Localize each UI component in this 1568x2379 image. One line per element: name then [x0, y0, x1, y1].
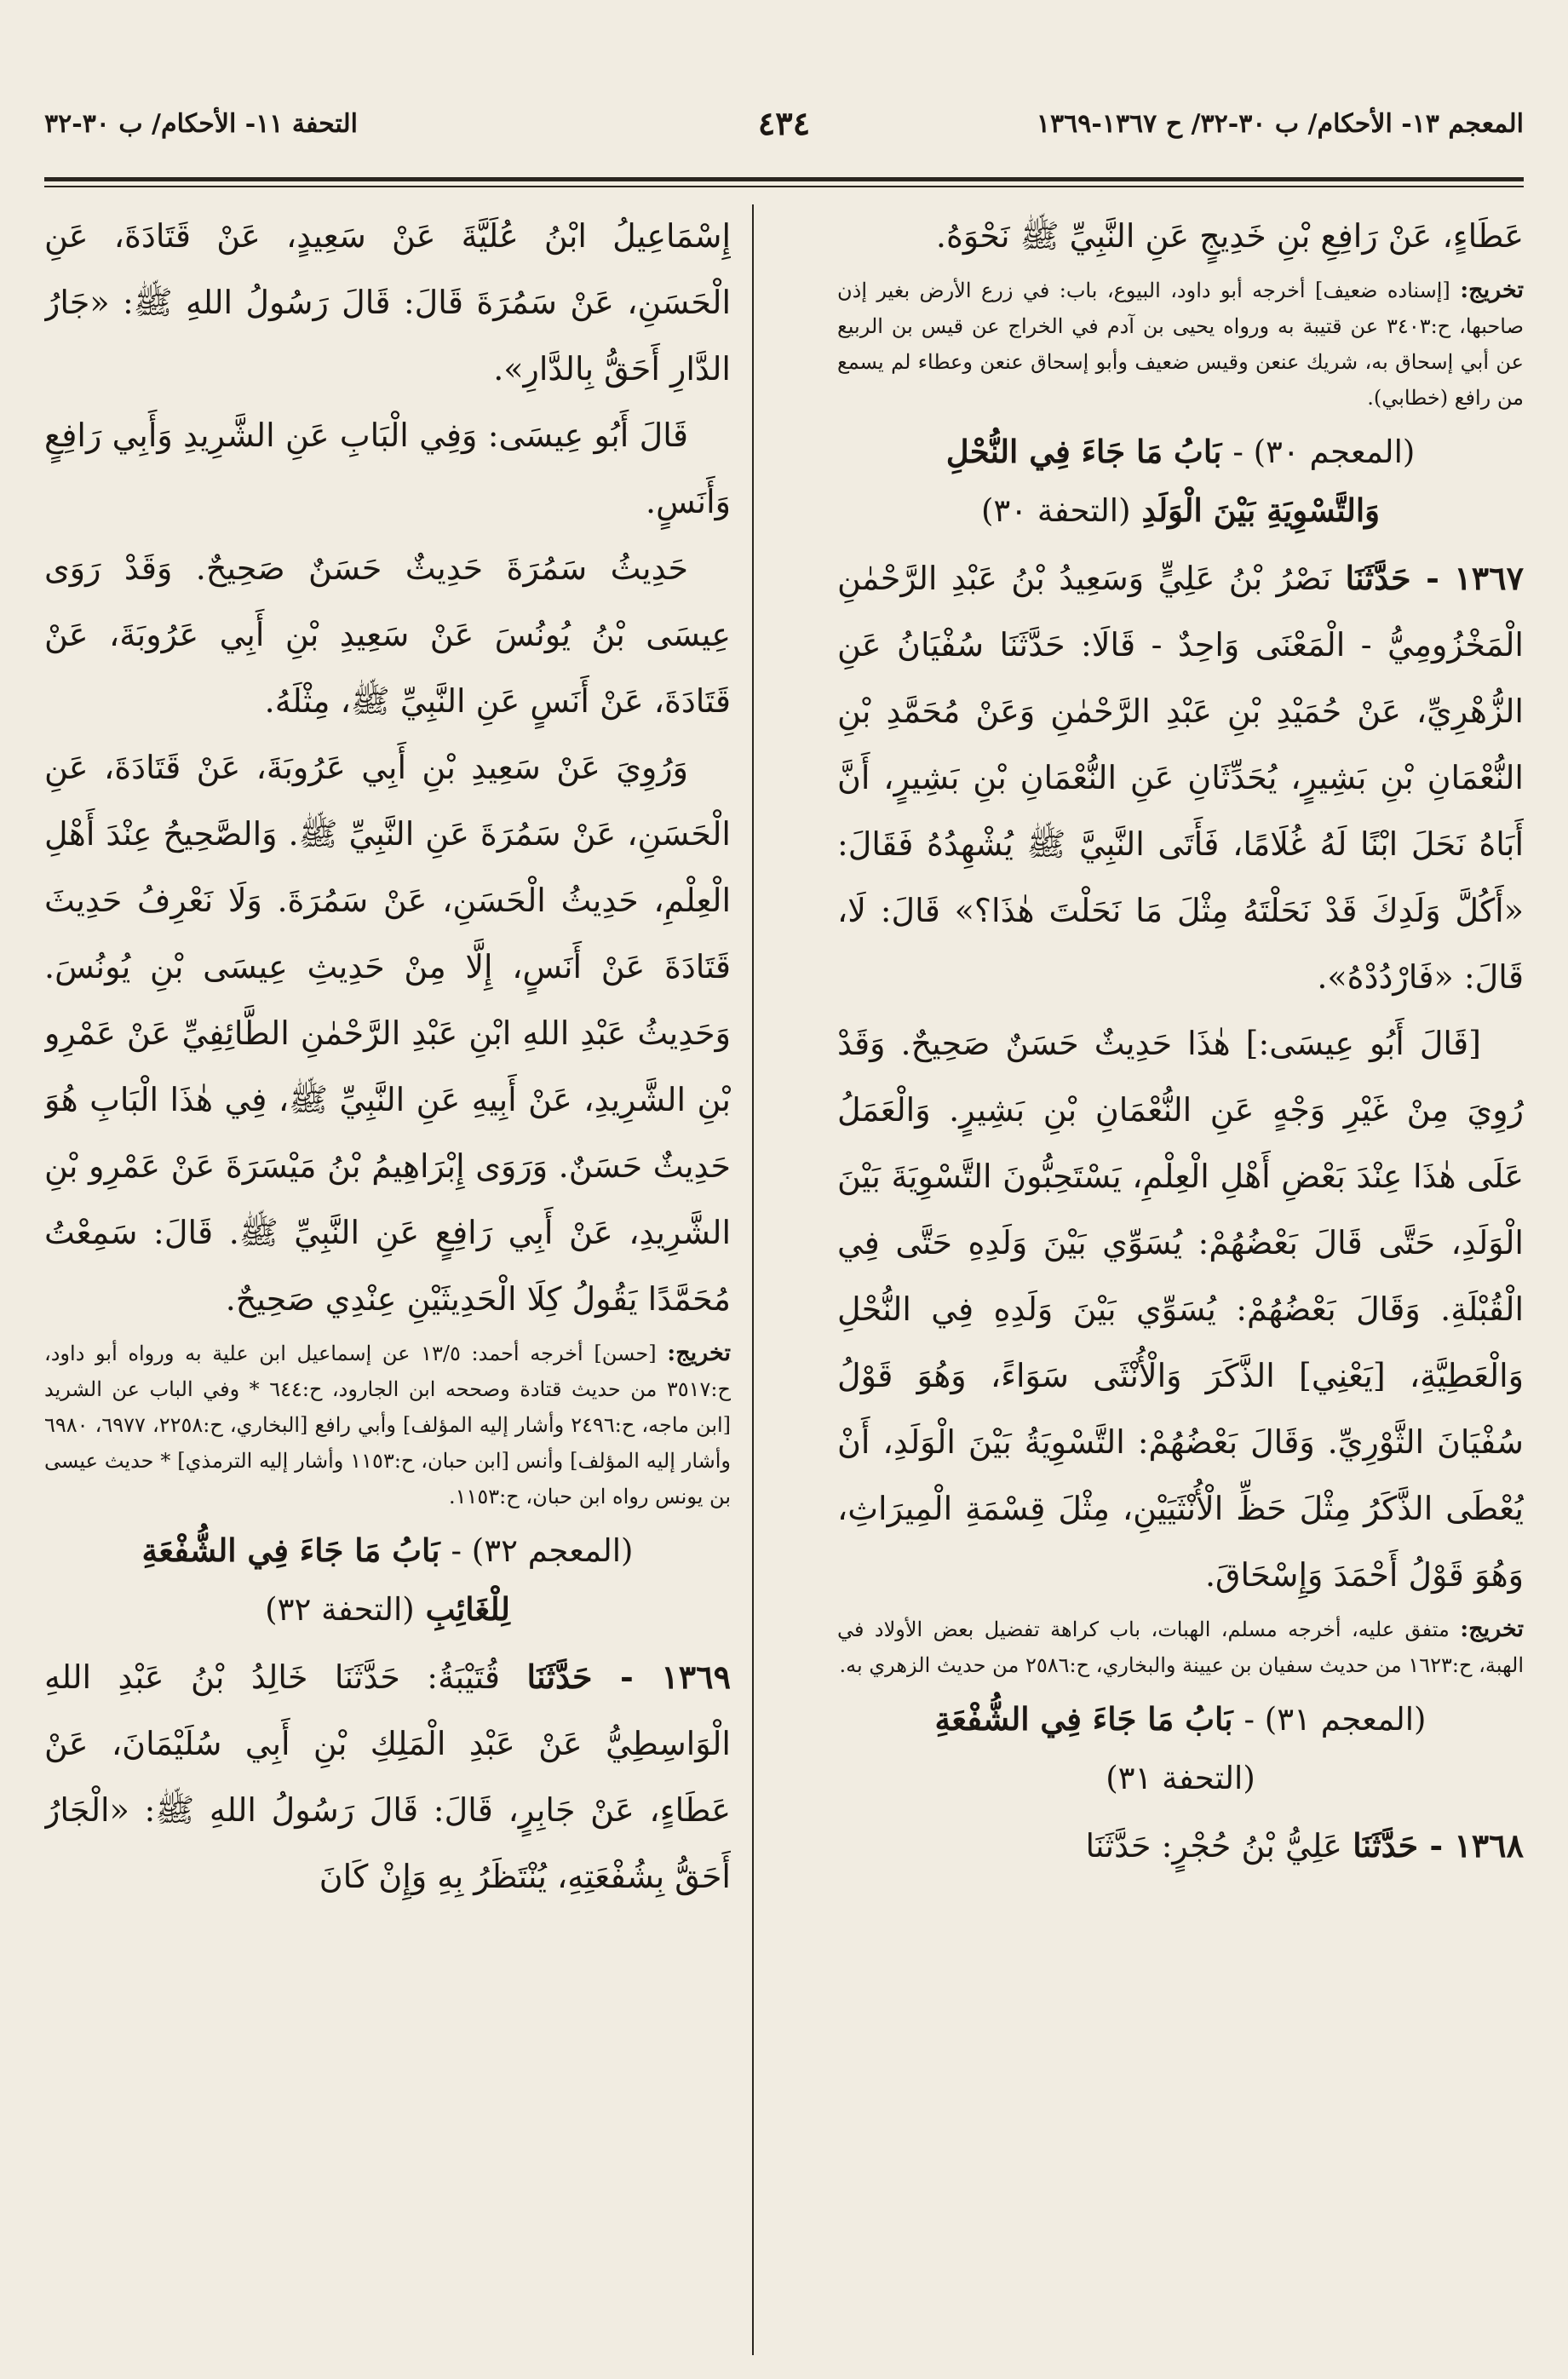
- chapter-tuhfa-number: (التحفة ٣١): [1106, 1760, 1255, 1796]
- running-header: [44, 104, 1524, 160]
- hadith-text: [837, 545, 1524, 1010]
- takhrij-note: [837, 273, 1524, 416]
- commentary-text: [قَالَ أَبُو عِيسَى:] هٰذَا حَدِيثٌ حَسَنٌ صَحِيحٌ. وَقَدْ رُوِيَ مِنْ غَيْرِ وَجْهٍ عَنِ النُّعْمَانِ بْنِ بَشِيرٍ. وَالْعَمَلُ عَلَى هٰذَا عِنْدَ بَعْضِ أَهْلِ الْعِلْمِ، يَسْتَحِبُّونَ التَّسْوِيَةَ بَيْنَ الْوَلَدِ، حَتَّى قَالَ بَعْضُهُمْ: يُسَوِّي بَيْنَ وَلَدِهِ حَتَّى فِي الْقُبْلَةِ. وَقَالَ بَعْضُهُمْ: يُسَوِّي بَيْنَ وَلَدِهِ فِي النُّحْلِ وَالْعَطِيَّةِ، [يَعْنِي] الذَّكَرَ وَالْأُنْثَى سَوَاءً، وَهُوَ قَوْلُ سُفْيَانَ الثَّوْرِيِّ. وَقَالَ بَعْضُهُمْ: التَّسْوِيَةُ بَيْنَ الْوَلَدِ، أَنْ يُعْطَى الذَّكَرُ مِثْلَ حَظِّ الْأُنْثَيَيْنِ، مِثْلَ قِسْمَةِ الْمِيرَاثِ، وَهُوَ قَوْلُ أَحْمَدَ وَإِسْحَاقَ.: [837, 1025, 1524, 1594]
- chapter-mujam-number: (المعجم ٣٢) -: [451, 1532, 634, 1569]
- chapter-tuhfa-number: (التحفة ٣٠): [980, 492, 1131, 529]
- takhrij-label: تخريج:: [1460, 277, 1524, 303]
- hadith-number: ١٣٦٨ - حَدَّثَنَا: [1353, 1826, 1524, 1865]
- header-tuhfa-ref: التحفة ١١- الأحكام/ ب ٣٠-٣٢: [44, 109, 359, 139]
- chapter-title-line2: وَالتَّسْوِيَةِ بَيْنَ الْوَلَدِ: [1141, 491, 1381, 529]
- commentary-text: حَدِيثُ سَمُرَةَ حَدِيثٌ حَسَنٌ صَحِيحٌ. وَقَدْ رَوَى عِيسَى بْنُ يُونُسَ عَنْ سَعِيدِ بْنِ أَبِي عَرُوبَةَ، عَنْ قَتَادَةَ، عَنْ أَنَسٍ عَنِ النَّبِيِّ ﷺ، مِثْلَهُ.: [44, 549, 731, 720]
- chapter-heading: [837, 1690, 1524, 1807]
- header-rule-thick: [44, 177, 1524, 181]
- left-column: [44, 203, 731, 2366]
- column-divider: [752, 204, 754, 2355]
- chapter-title: بَابُ مَا جَاءَ فِي الشُّفْعَةِ: [934, 1700, 1233, 1738]
- chapter-heading: [44, 1521, 731, 1639]
- chapter-tuhfa-number: (التحفة ٣٢): [265, 1591, 415, 1628]
- hadith-text: [837, 1813, 1524, 1879]
- hadith-body: نَصْرُ بْنُ عَلِيٍّ وَسَعِيدُ بْنُ عَبْدِ الرَّحْمٰنِ الْمَخْزُومِيُّ - الْمَعْنَى وَاحِدٌ - قَالَا: حَدَّثَنَا سُفْيَانُ عَنِ الزُّهْرِيِّ، عَنْ حُمَيْدِ بْنِ عَبْدِ الرَّحْمٰنِ وَعَنْ مُحَمَّدِ بْنِ النُّعْمَانِ بْنِ بَشِيرٍ، يُحَدِّثَانِ عَنِ النُّعْمَانِ بْنِ بَشِيرٍ، أَنَّ أَبَاهُ نَحَلَ ابْنًا لَهُ غُلَامًا، فَأَتَى النَّبِيَّ ﷺ يُشْهِدُهُ فَقَالَ: «أَكُلَّ وَلَدِكَ قَدْ نَحَلْتَهُ مِثْلَ مَا نَحَلْتَ هٰذَا؟» قَالَ: لَا، قَالَ: «فَارْدُدْهُ».: [837, 560, 1524, 996]
- takhrij-note: [44, 1336, 731, 1514]
- hadith-body: قُتَيْبَةُ: حَدَّثَنَا خَالِدُ بْنُ عَبْدِ اللهِ الْوَاسِطِيُّ عَنْ عَبْدِ الْمَلِكِ بْنِ أَبِي سُلَيْمَانَ، عَنْ عَطَاءٍ، عَنْ جَابِرٍ، قَالَ: قَالَ رَسُولُ اللهِ ﷺ: «الْجَارُ أَحَقُّ بِشُفْعَتِهِ، يُنْتَظَرُ بِهِ وَإِنْ كَانَ: [44, 1658, 731, 1895]
- takhrij-text: متفق عليه، أخرجه مسلم، الهبات، باب كراهة تفضيل بعض الأولاد في الهبة، ح:١٦٢٣ من حديث سفيان بن عيينة والبخاري، ح:٢٥٨٦ من حديث الزهري به.: [837, 1618, 1524, 1677]
- header-mujam-ref: المعجم ١٣- الأحكام/ ب ٣٠-٣٢/ ح ١٣٦٧-١٣٦٩: [1036, 109, 1524, 139]
- takhrij-text: [إسناده ضعيف] أخرجه أبو داود، البيوع، باب: في زرع الأرض بغير إذن صاحبها، ح:٣٤٠٣ عن قتيبة به ورواه يحيى بن آدم في الخراج عن قيس بن الربيع عن أبي إسحاق به، شريك عنعن وقيس ضعيف وأبو إسحاق عنعن وعطاء لم يسمع من رافع (خطابي).: [837, 279, 1524, 410]
- hadith-text: [44, 1644, 731, 1910]
- takhrij-text: [حسن] أخرجه أحمد: ١٣/٥ عن إسماعيل ابن علية به ورواه أبو داود، ح:٣٥١٧ من حديث قتادة وصححه ابن الجارود، ح:٦٤٤ * وفي الباب عن الشريد [ابن ماجه، ح:٢٤٩٦ وأشار إليه المؤلف] وأبي رافع [البخاري، ح:٢٢٥٨، ٦٩٧٧، ٦٩٨٠ وأشار إليه المؤلف] وأنس [ابن حبان، ح:١١٥٣ وأشار إليه الترمذي] * حديث عيسى بن يونس رواه ابن حبان، ح:١١٥٣.: [44, 1342, 731, 1508]
- right-column: [837, 203, 1524, 2366]
- hadith-text: عَطَاءٍ، عَنْ رَافِعِ بْنِ خَدِيجٍ عَنِ النَّبِيِّ ﷺ نَحْوَهُ.: [935, 217, 1524, 255]
- commentary-text: قَالَ أَبُو عِيسَى: وَفِي الْبَابِ عَنِ الشَّرِيدِ وَأَبِي رَافِعٍ وَأَنَسٍ.: [44, 417, 731, 520]
- hadith-number: ١٣٦٧ - حَدَّثَنَا: [1345, 559, 1524, 597]
- takhrij-label: تخريج:: [1460, 1616, 1524, 1642]
- hadith-text: إِسْمَاعِيلُ ابْنُ عُلَيَّةَ عَنْ سَعِيدٍ، عَنْ قَتَادَةَ، عَنِ الْحَسَنِ، عَنْ سَمُرَةَ قَالَ: قَالَ رَسُولُ اللهِ ﷺ: «جَارُ الدَّارِ أَحَقُّ بِالدَّارِ».: [44, 217, 731, 388]
- hadith-number: ١٣٦٩ - حَدَّثَنَا: [526, 1658, 731, 1696]
- page-number: ٤٣٤: [757, 104, 811, 142]
- chapter-title: بَابُ مَا جَاءَ فِي الشُّفْعَةِ: [141, 1531, 440, 1569]
- chapter-title-line2: لِلْغَائِبِ: [425, 1590, 510, 1628]
- chapter-title: بَابُ مَا جَاءَ فِي النُّحْلِ: [945, 433, 1222, 470]
- commentary-text: وَرُوِيَ عَنْ سَعِيدِ بْنِ أَبِي عَرُوبَةَ، عَنْ قَتَادَةَ، عَنِ الْحَسَنِ، عَنْ سَمُرَةَ عَنِ النَّبِيِّ ﷺ. وَالصَّحِيحُ عِنْدَ أَهْلِ الْعِلْمِ، حَدِيثُ الْحَسَنِ، عَنْ سَمُرَةَ. وَلَا نَعْرِفُ حَدِيثَ قَتَادَةَ عَنْ أَنَسٍ، إِلَّا مِنْ حَدِيثِ عِيسَى بْنِ يُونُسَ. وَحَدِيثُ عَبْدِ اللهِ ابْنِ عَبْدِ الرَّحْمٰنِ الطَّائِفِيِّ عَنْ عَمْرِو بْنِ الشَّرِيدِ، عَنْ أَبِيهِ عَنِ النَّبِيِّ ﷺ، فِي هٰذَا الْبَابِ هُوَ حَدِيثٌ حَسَنٌ. وَرَوَى إِبْرَاهِيمُ بْنُ مَيْسَرَةَ عَنْ عَمْرِو بْنِ الشَّرِيدِ، عَنْ أَبِي رَافِعٍ عَنِ النَّبِيِّ ﷺ. قَالَ: سَمِعْتُ مُحَمَّدًا يَقُولُ كِلَا الْحَدِيثَيْنِ عِنْدِي صَحِيحٌ.: [44, 749, 731, 1318]
- header-rule-thin: [44, 186, 1524, 187]
- hadith-body: عَلِيُّ بْنُ حُجْرٍ: حَدَّثَنَا: [1085, 1827, 1342, 1865]
- chapter-mujam-number: (المعجم ٣١) -: [1243, 1701, 1427, 1738]
- chapter-mujam-number: (المعجم ٣٠) -: [1232, 434, 1416, 470]
- takhrij-label: تخريج:: [667, 1340, 731, 1366]
- chapter-heading: [837, 422, 1524, 540]
- takhrij-note: [837, 1612, 1524, 1683]
